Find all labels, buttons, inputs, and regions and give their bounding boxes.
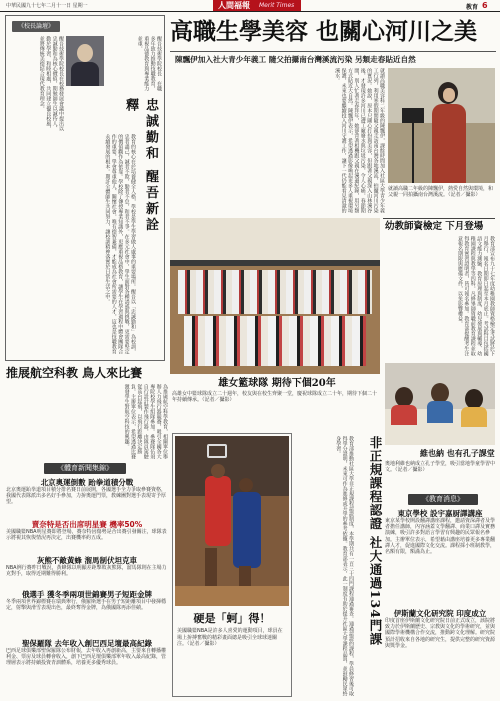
nba-photo-caption: 美國職籃NBA是許多人喜愛的運動項目，球員在場上拚搏奮戰的精彩畫面總是吸引全球球迷關注。（記者／攝影） <box>177 628 283 648</box>
edu-item-2-body: 印度首座伊斯蘭文化研究院日前正式成立，該院將致力於伊斯蘭歷史、宗教與文化的學術研究，並與國際學術機構合作交流，推動跨文化理解。研究院預計招收來自各地的研究生，提供完整的研究資源與獎學金。 <box>385 618 496 649</box>
edu-item-1-title: 東京學校 設宇嘉厨譯講座 <box>397 509 483 518</box>
main-photo-caption: 就讀高職二年級的陳飄伊，熱愛自然與環境，和父親一同拍攝南台灣溪流。（記者／攝影） <box>388 186 494 198</box>
team-caption: 高雄女中籃球隊成立二十週年，校友與在校生齊聚一堂，慶祝球隊成立二十年，期待下個二十年持續傳承。（記者／攝影） <box>172 391 378 404</box>
commentary-title: 忠誠勤和 醒吾新詮釋 <box>123 98 158 234</box>
brand-banner <box>213 0 301 11</box>
commentary-intro: 醒吾技術學院校長在校務發展會議中提出以忠誠勤和為核心價值，期勉師生以誠待人、勤於學習、和睦相處，共同建立優良校風，並將傳統美德結合現代教育理念。 <box>38 36 64 131</box>
sports-item-4-title: 俄選手 獲冬季兩項世錦賽男子短距金牌 <box>21 590 153 599</box>
kids-photo <box>385 363 495 445</box>
commentary-box <box>5 15 165 361</box>
team-headline: 雄女籃球隊 期待下個20年 <box>218 378 336 389</box>
nonformal-headline: 非正規課程認證 社大通過134門課 <box>368 436 383 646</box>
sports-item-1-body: 北京奧運跆拳道項目積分排名賽日前展開，各國選手全力爭取參賽資格，我國代表隊派出多名好手參加，力拚奧運門票，教練團對選手表現寄予厚望。 <box>6 487 167 506</box>
team-members-row2 <box>184 316 366 366</box>
nonformal-body-a: 教育部推動社區大學非正規課程認證制度，本學期共有一百三十四門課程通過審查。通過認證的課程，學員修習後可取得學分證明，未來可作為進修或升學的參考依據。教育部表示，此一制度有助於提升社區大學課程品質，並鼓勵民眾終身學習。 <box>335 436 354 696</box>
sports-item-2-title: 賣奈特是否出席明星賽 機率50% <box>31 520 143 529</box>
team-photo <box>170 218 380 374</box>
commentary-label: 《校長論壇》 <box>12 21 60 32</box>
edu-info-label: 《教育消息》 <box>408 494 478 505</box>
principal-photo <box>66 36 104 86</box>
teacher-body: 教育部宣布九十七年度幼稚園教師資格檢定考試將於下月舉行，報名日期即日起至本月底止。考試科目包括國語文能力測驗、教育原理與制度、幼兒發展與輔導、幼稚園課程與教學等四科。凡修畢師資職前教育課程並取得教育實習證明者，皆可報名參加。教育部提醒考生注意報名期限與應備文件，以免影響權益。 <box>456 236 495 356</box>
sports-item-3-body: NBA例行賽昨日戰況，黃蜂隊以明顯差距擊敗灰熊隊，溜馬隊則在主場力克對手，取得近期難得勝利。 <box>6 565 167 578</box>
commentary-body: 教育的核心在於培養健全人格，學校是學生學習做人處事的重要場所。醒吾以「忠誠勤和」為校訓，忠者盡己，誠者不欺，勤者不怠，和者不爭。在多元社會中，學生面對各種誘惑與挑戰，更需要堅定的價值觀作為依靠。學校除了傳授專業知識外，更應重視品格教育，讓學生在學習過程中體會團隊合作的重要，學會尊重他人、關懷社會。唯有德智兼備，才能成為社會所需要的人才，這也是技職教育永續發展的根本。期許全體師生共同努力，讓校訓精神落實於日常生活之中。 <box>104 134 136 354</box>
hoop-icon <box>207 444 227 458</box>
camera-icon <box>402 108 424 123</box>
main-headline: 高職生學美容 也關心河川之美 <box>170 18 478 45</box>
main-subhead: 陳飄伊加入社大青少年義工 隨父拍攝南台灣溪流污染 另類走春貼近自然 <box>175 55 416 64</box>
sports-item-2-body: 美國職籃NBA明星賽即將登場，賽奈特因傷勢是否出賽引發關注，球隊表示將視其恢復情況再決定，出賽機率約五成。 <box>6 529 167 542</box>
sports-label: 《體育新聞集錦》 <box>44 463 126 474</box>
commentary-byline: 醒吾技術學院校長 在職多年致力推動技職教育，重視品德教育與專業能力並重。 <box>136 36 162 91</box>
kids-photo-title: 維也納 也有孔子課堂 <box>420 448 495 458</box>
main-article-body: 就讀高職美容科二年級的陳飄伊，課餘時間加入社區大學青少年義工行列，利用寒假期間隨父親走訪南台灣各地溪流，拍攝河川污染的實況。她說，原本只關心打扮與美容，但跟著父親深入山林溪谷後，才發現許多河川已遭工廠廢水與垃圾污染，令人心痛。春節期間，別人忙著走春拜年，她卻背著相機跟父親在溪邊紀錄，用另類方式貼近大自然。陳飄伊表示，希望透過影像喚起更多人重視環境保護，未來也要繼續投入河川守護工作，讓下一代仍能看見清澈的溪水。 <box>334 68 385 213</box>
brand-logo: 人間福報 <box>218 0 250 10</box>
nba-photo <box>175 436 289 606</box>
nba-photo-box <box>172 433 292 697</box>
masthead <box>0 0 500 12</box>
sports-item-1-title: 北京奧運倒數 跆拳道積分戰 <box>40 478 134 487</box>
brand-en: Merit Times <box>259 2 295 9</box>
robot-headline: 推展航空科教 鳥人來比賽 <box>6 366 143 380</box>
headline-rule <box>170 51 496 52</box>
robot-body: 為推廣航空科學教育，相關單位舉辦人力飛行器競賽，吸引全國各大專院校學生組隊參加。參賽隊伍須自行設計製作飛行器，由隊員駕駛從高台起飛，以飛行距離決定勝負。主辦單位表示，希望透過比賽激發學生對航空科技的興趣。 <box>123 384 168 459</box>
team-members-row1 <box>178 270 372 314</box>
page-number: 6 <box>482 1 488 10</box>
sports-item-3-title: 灰熊不敵黃蜂 溜馬制伏坦克車 <box>36 556 138 565</box>
section-name: 教育 <box>466 4 479 11</box>
kids-photo-caption: 奧地利維也納成立孔子學堂，吸引當地學童學習中文。（記者／攝影） <box>385 461 496 473</box>
masthead-date: 中華民國九十七年二月十一日 星期一 <box>6 3 88 9</box>
edu-item-1-body: 東京某學校開設翻譯講座課程，邀請資深譯者及學者擔任講師，內容涵蓋文學翻譯、商業口譯及實務演練，吸引許多對語言學習有興趣的民眾報名參加。主辦單位表示，希望藉由講座培養更多專業翻譯人才，促進國際文化交流。課程採小班制教學，名額有限，額滿為止。 <box>385 518 496 556</box>
nba-photo-title: 硬是「蚵」得！ <box>193 612 271 625</box>
sports-item-5-title: 聖保羅隊 去年收入創巴西足壇最高紀錄 <box>21 639 153 648</box>
sports-item-4-body: 冬季兩項世界錦標賽在瑞典舉行，俄羅斯選手在男子短距離項目中發揮穩定，射擊與滑雪表現出色，最終奪得金牌，為俄國隊再添佳績。 <box>6 599 167 612</box>
teacher-headline: 幼教師資檢定 下月登場 <box>385 221 484 232</box>
sports-item-5-body: 巴西足球俱樂部聖保羅隊公布財報，去年收入再創新高，主要來自轉播權利金、票房及球員轉會收入，創下巴西足壇俱樂部單年收入最高紀錄，管理層表示將持續投資青訓體系，培養更多優秀球員。 <box>6 648 167 667</box>
main-photo <box>388 68 495 183</box>
edu-item-2-title: 伊斯蘭文化研究院 印度成立 <box>393 609 487 618</box>
